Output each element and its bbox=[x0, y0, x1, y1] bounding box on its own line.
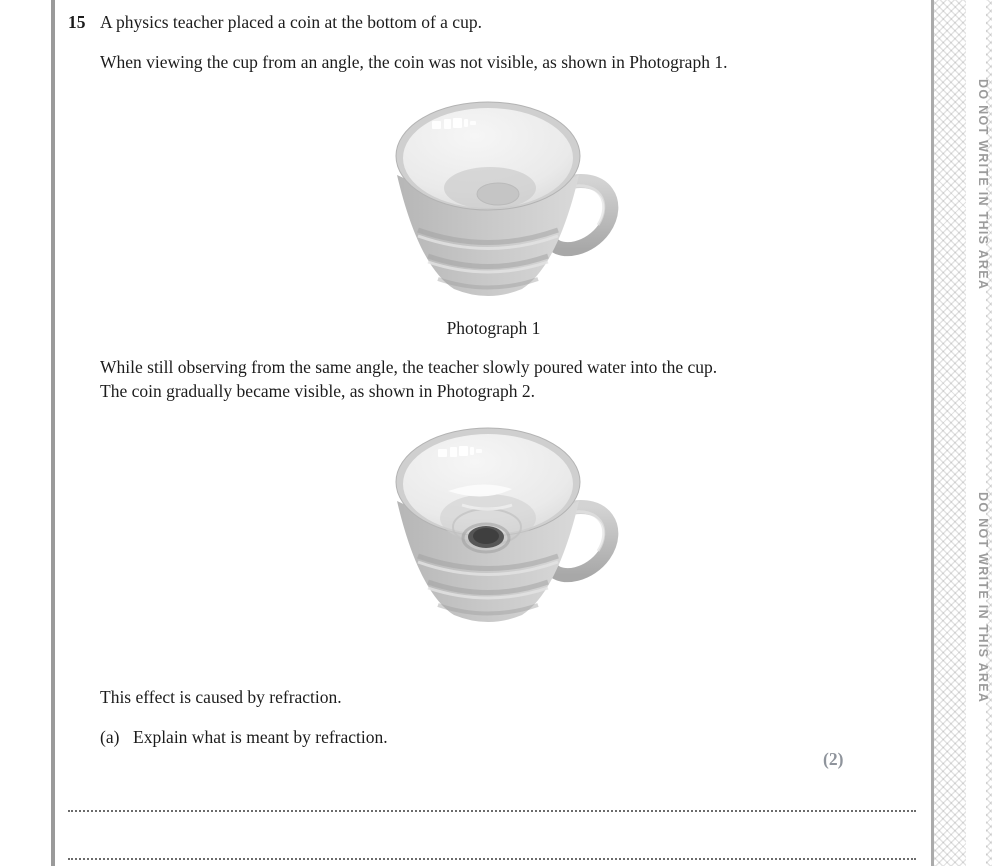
paragraph-2-line-2: The coin gradually became visible, as shown in Photograph 2. bbox=[100, 381, 535, 401]
answer-line-1 bbox=[68, 810, 916, 812]
question-intro-line-1: A physics teacher placed a coin at the bottom of a cup. bbox=[100, 12, 482, 32]
cup-no-coin-illustration bbox=[360, 97, 627, 304]
page-left-border bbox=[51, 0, 55, 866]
photograph-1-caption: Photograph 1 bbox=[446, 318, 541, 338]
question-number: 15 bbox=[68, 12, 86, 32]
part-a-label: (a) bbox=[100, 727, 120, 747]
marks-badge: (2) bbox=[823, 749, 844, 769]
do-not-write-label-top: DO NOT WRITE IN THIS AREA bbox=[976, 79, 990, 291]
cup-with-coin-illustration bbox=[360, 423, 627, 630]
photograph-2-image bbox=[360, 423, 627, 630]
paragraph-2-line-1: While still observing from the same angle, the teacher slowly poured water into the cup. bbox=[100, 357, 718, 377]
coin bbox=[463, 524, 509, 552]
part-a-question: Explain what is meant by refraction. bbox=[133, 727, 388, 747]
question-intro-line-2: When viewing the cup from an angle, the coin was not visible, as shown in Photograph 1. bbox=[100, 52, 728, 72]
photograph-1-image bbox=[360, 97, 627, 304]
answer-line-2 bbox=[68, 858, 916, 860]
effect-statement: This effect is caused by refraction. bbox=[100, 687, 342, 707]
do-not-write-label-bottom: DO NOT WRITE IN THIS AREA bbox=[976, 492, 990, 704]
